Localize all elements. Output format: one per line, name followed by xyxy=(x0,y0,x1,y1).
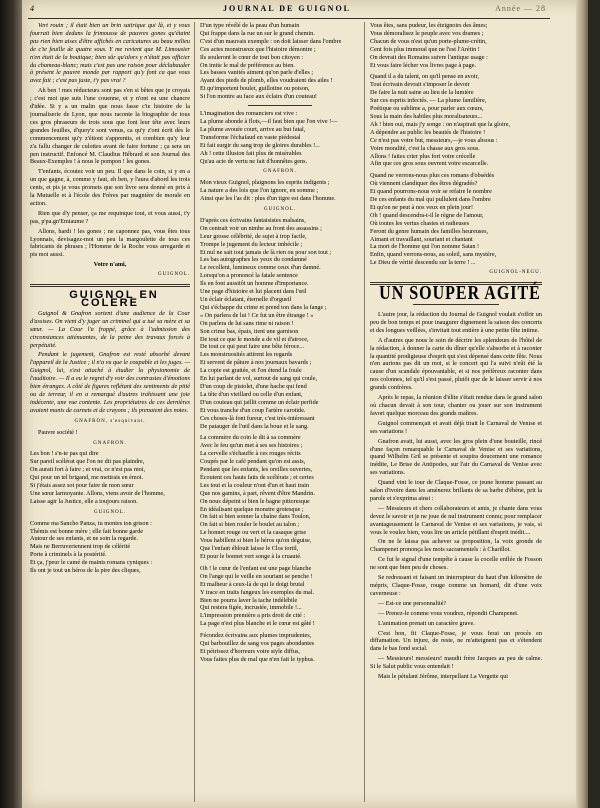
verse-line: Les monstruosités attirent les regards xyxy=(200,351,293,359)
verse-line: Cent fois plus immoral que ne l'est l'Arétin ! xyxy=(370,45,480,53)
verse-line: Ils en font aussitôt un homme d'importance. xyxy=(200,280,309,288)
journal-title: JOURNAL DE GUIGNOL xyxy=(222,4,351,13)
column-separator xyxy=(364,22,365,802)
column-3 xyxy=(370,22,542,802)
verse-line: Ces actes monstrueux que l'histoire démontre ; xyxy=(200,45,316,53)
verse-line: Ils souleront le cœur de tout bon citoyen : xyxy=(200,53,304,61)
verse-line: Vous démoralisez le peuple avec vos drames ; xyxy=(370,29,484,37)
verse-line: Afin que ces gros sous ouvrent votre escarcelle. xyxy=(370,160,489,168)
verse-line: Autour de ses enfants, et ne soin la regarde. xyxy=(30,535,138,543)
paragraph: Allons, hardi ! les gones ; ne caponnez pas, vous êtes tous Lyonnais, devisagez-moi un peu la margoulette de tous ces fabricants de phrases ; l'Homme de la Roche vous arregarde et pis moi aussi. xyxy=(30,227,190,259)
verse-line: Lorsqu'on a prononcé la fatale sentence xyxy=(200,272,298,280)
verse-line: Et vous tranche d'un coup l'artère carotide. xyxy=(200,406,306,414)
verse-line: La cervelle s'échauffe à ces rouges récits xyxy=(200,450,301,458)
verse-line: Où toutes les vertus chastes et radieuses xyxy=(370,219,469,227)
signature: GUIGNOL-NEGU. xyxy=(489,270,542,276)
verse-line: Qui pour un tel brigand, me mettrais en émoi. xyxy=(30,474,144,482)
verse-block xyxy=(200,632,360,664)
verse-line: Le recollent, lumineux comme ceux d'un damné. xyxy=(200,264,321,272)
page-header xyxy=(22,4,552,18)
verse-block xyxy=(200,110,360,165)
verse-line: Feront du genre humain des familles heureuses, xyxy=(370,227,489,235)
speaker-tag: GNAFRON. xyxy=(93,440,127,446)
verse-line: Son crime bas, épais, tient une garnison xyxy=(200,327,299,335)
verse-line: Ah ! cette illusion fait plus de misérables xyxy=(200,149,302,157)
paragraph: — Est-ce une personnalité? xyxy=(378,599,447,607)
verse-line: En idéalisant quelque monstre grotesque ; xyxy=(200,505,304,513)
verse-line: Qu'au acte de vertu ne fait d'honnêtes gens. xyxy=(200,157,308,165)
verse-line: On l'ange qui le veille en souriant se penche ! xyxy=(200,572,313,580)
verse-line: Mais ne Berruveriennent trop de célérité xyxy=(30,543,131,551)
page-edge xyxy=(576,0,588,808)
verse-line: Sur ces esprits infectés. — La plume familière, xyxy=(370,97,487,105)
verse-line: On centrait voir un nimbe au front des assassins ; xyxy=(200,224,322,232)
verse-line: Et pétrissez d'horreurs votre style diffus, xyxy=(200,647,300,655)
verse-line: Quand ne verrons-nous plus ces romans d'obsédés xyxy=(370,172,495,180)
lead-paragraph: Pendant le jugement, Gnafron est resté absorbé devant l'appareil de la Justice ; il n'a vu que le coupable et les juges. — Guignol, lui, s'est attaché à étudier la physionomie de l'auditoire. — Il a eu le regret d'y voir des contrastes d'émotions bien étranges. A côté de figures reflétant des sentiments de pitié ou de terreur, il en a remarqué d'autres trahissant une joie indécente, une vue contente. Les propriétaires de ces dernières avaient munis de carnets et de crayons ; ils prenaient des notes. xyxy=(30,351,190,414)
verse-line: Et vous faire lécher vos livres page à page. xyxy=(370,61,477,69)
verse-line: Ayant des pieds de plomb, elles voudraient des ailes ! xyxy=(200,77,333,85)
verse-line: Que l'enfant éblouit laisse le Clos tortil, xyxy=(200,545,299,553)
verse-line: Mon vieux Guignol, plaignons les esprits indigents ; xyxy=(200,179,330,187)
verse-line: De patauger de l'œil dans la boue et le sang. xyxy=(200,422,309,430)
verse-line: Sous la main des habiles plus moralisateurs... xyxy=(370,112,483,120)
paragraph: — Messieurs! messieurs! maudit frère Jacques au peu de calme. Si le Salut public vous entendait ! xyxy=(370,655,542,671)
verse-line: Et servent de pâture à nos journaux bavards ; xyxy=(200,359,312,367)
verse-line: La commère du coin le dit à sa commère xyxy=(200,434,301,442)
verse-line: De tout ce que le monde a de vil et d'atroce, xyxy=(200,335,309,343)
verse-line: On nous dépeint si bien le bagne pittoresque xyxy=(200,497,310,505)
verse-line: Les basses vanités aiment qu'on parle d'elles ; xyxy=(200,69,314,77)
verse-block xyxy=(200,434,360,561)
verse-line: Votre moralité, c'est la chasse aux gros sous. xyxy=(370,144,480,152)
verse-line: La nature a des lois que l'on ignore, en somme ; xyxy=(200,187,319,195)
header-date: Année — 28 xyxy=(495,4,546,13)
paragraph: T'enfants, écoutez voir un peu. Il que dans le coin, si y en a un que gagne, à, comme y faut, eh ben, y l'aura d'abord les trois cents, et pis je vous promets que son livre sera donné en prix à la Mutuelle et à l'école des Frères par magnière de morale en action. xyxy=(30,168,190,207)
verse-block xyxy=(370,22,542,69)
verse-line: On parlera de lui sans rime ni raison ! xyxy=(200,319,294,327)
verse-block xyxy=(370,172,542,267)
intro-paragraph: Vert rouin ; il était bien un brin satirique qui là, et y vous fourrait bien dedans la frimousse de pauvres gones qu'étaint pas rien bien aises d'être affichés en caricatures au beau milieu de c'te feuille de quatre sous. Y me revient que M. Limousier n'en était de la boutique; bien sûr qu'alors y n'était pas officier du chameau-blanc; mais c'est pas une raison pour déclabauder à présent le pauvre monde par rapport qu'y font ca que vous avez fait ; c'est pas juste, t'y pas vrai ? xyxy=(30,22,190,85)
stanza-rule xyxy=(248,105,312,106)
section-divider xyxy=(30,284,190,287)
verse-line: Ainsi que les l'as dit : plus d'un tigre est dans l'homme. xyxy=(200,195,336,203)
verse-block xyxy=(200,22,360,101)
verse-line: On fait si bien sonner la chaîne dans Toulon, xyxy=(200,513,311,521)
verse-line: D'un couteau qui jaillit comme un éclair perfide xyxy=(200,398,319,406)
verse-line: La page n'est plus blanche et le cœur est gâté ! xyxy=(200,620,315,628)
verse-line: Vous habillent si bien le héros qu'on déguise, xyxy=(200,537,312,545)
verse-line: Ces choses-là font fureur, c'est très-intéressant xyxy=(200,414,315,422)
verse-line: Sur pareil scélérat que l'on ne dit pas plaindre, xyxy=(30,458,145,466)
lead-paragraph: Guignol & Gnafron sortent d'une audience de la Cour d'assises. On vient d'y juger un criminel qui a tué sa mère et sa sœur. — La Cour l'a frappé, grâce à l'admission des circonstances atténuantes, de la peine des travaux forcés à perpétuité. xyxy=(30,309,190,349)
verse-line: Et qu'importent boulet, guillotine ou poison, xyxy=(200,85,310,93)
paragraph: Mais le pétulant Jérôme, interpellant La Vergette qui xyxy=(378,673,509,681)
verse-line: Un éclair éclatant, éternelle d'orgueil xyxy=(200,296,292,303)
verse-line: Tout écrivain devrait s'imposer le devoir xyxy=(370,81,470,89)
verse-line: Vous faites plus de mal que n'en fait le typhus. xyxy=(200,655,315,663)
verse-line: Leur grosse célébrité, de sujet à trop facile, xyxy=(200,232,307,240)
verse-line: Laisse agir la Justice, elle a toujours raison. xyxy=(30,497,138,505)
verse-line: Pendant que les enfants, les oreilles ouvertes, xyxy=(200,466,313,474)
verse-line: L'impression première a pris droit de cité : xyxy=(200,612,306,620)
verse-line: Les bas autographes les yeux du condamné xyxy=(200,256,307,264)
verse-line: Et fait surgir du sang trop de gloires durables !... xyxy=(200,141,320,149)
speaker-tag: GNAFRON. xyxy=(263,169,297,175)
verse-line: La plume avouée court, arrive au but fatal, xyxy=(200,125,306,133)
verse-line: Allons ! faites crier plus fort votre crécelle xyxy=(370,152,476,160)
verse-line: Transforme l'échafaud en vaste piédestal xyxy=(200,133,301,141)
verse-line: En lui parlant de vol, surtout de sang qui coule, xyxy=(200,375,318,383)
paragraph: Guignol commençait et avait déjà tirait le Carnaval de Venise et ses variations ! xyxy=(370,419,542,435)
article-heading: GUIGNOL EN COLERE xyxy=(69,289,159,309)
verse-line: Fécondez écrivains aux plumes imprudentes, xyxy=(200,632,312,640)
speaker-tag: GUIGNOL. xyxy=(263,207,297,213)
paragraph: C'est bon, fit Claque-Fosse, je vous ferai un procès en diffamation. Un injure, de reste, ne m'atteignent pas et s'étendent dans le bas fond social. xyxy=(370,629,542,653)
verse-line: La mort de l'homme qui l'on nomme Satan ! xyxy=(370,243,480,251)
verse-line: Que nos gamins, à part, rêvent d'être Mandrin. xyxy=(200,489,315,497)
verse-line: Ah ! bien oui, mais j'y songe : on n'aspirait que la gloire, xyxy=(370,120,511,128)
paragraph: L'animation prenait un caractère grave. xyxy=(378,619,475,627)
page-number: 4 xyxy=(30,4,35,13)
column-1 xyxy=(30,22,190,802)
verse-line: Qui barbouillez de sang vos pages abondantes xyxy=(200,640,315,648)
signature: GUIGNOL. xyxy=(157,272,190,278)
verse-line: Thémis est bonne mère ; elle fait bonne garde xyxy=(30,527,144,535)
verse-block xyxy=(200,217,360,430)
verse-line: Qui restera figée, incrustée, immobile !... xyxy=(200,604,302,612)
verse-line: De tout ce qui peut faire une bête féroce... xyxy=(200,343,304,351)
verse-line: C'est d'un mauvais exemple : on doit laisser dans l'ombre xyxy=(200,37,342,45)
verse-line: Et ça, j'peur le camé de maints romans cyniques : xyxy=(30,559,153,567)
verse-line: Ils ont je tout un héros de la pire des cliques, xyxy=(30,567,141,575)
verse-line: Et pour le bonnet vert songe à la cruauté. xyxy=(200,553,302,560)
verse-line: L'imagination des romanciers est vive : xyxy=(200,110,298,118)
verse-line: Vous êtes, sans pudeur, les éteignoirs des âmes; xyxy=(370,22,488,29)
verse-line: Les bon ! s'n-te pas qui dire xyxy=(30,450,99,458)
verse-line: La plume abonde à flots,—il faut bien que l'on vive !— xyxy=(200,117,338,125)
paragraph: A d'autres que nous le soin de décrire les splendeurs de l'hôtel de la rédaction, à donner la carte du dîner qu'elle s'absorbe et à raconter la quantité prodigieuse d'esprit qui s'est dépensé dans cette fête. Nous n'en aurions pas dit un mot, si le concert qui l'a suivi n'eût été la cause d'un scandale épouvantable, et si nos préfèreux raconter dans nos colonnes, tel qu'il s'est passé, plutôt que de le laisser servir à nos grands confrères. xyxy=(370,336,542,392)
paragraph: — Messieurs et chers collaborateurs et amis, je chante dans vous devez le savoir et je ne joue de nul instrument connu; pour remplacer avantageusement le Carnaval de Venise et ses variations, je vais, si vous le voulez bien, vous lire un article pétillant d'esprit inédit.... xyxy=(370,504,542,536)
verse-line: Le Dieu de vérité descendu sur la terre ! ... xyxy=(370,259,476,267)
verse-line: Et malheur à ceux-là de qui le doigt brutal xyxy=(200,580,305,588)
verse-line: Qui frappe dans la rue un sur le grand chemin. xyxy=(200,29,315,37)
verse-line: De faire la nuit saine au lieu de la lumière xyxy=(370,89,474,97)
paragraph: Après le repas, la réunion d'élite s'était rendue dans le grand salon où chacun devait à son tour, chanter ou jouer sur son instrument favori quelque morceau des grands maîtres. xyxy=(370,394,542,417)
paragraph: Ce fut le signal d'une tempête à cause la cocelle enflée de Fosson ne sont que bien peu de choses. xyxy=(370,556,542,572)
verse-line: On aurait fort à faire ; et vrai, ce n'est pas moi, xyxy=(30,466,146,474)
book-binding xyxy=(0,0,22,808)
verse-line: Où viennent clandiquer des êtres dégradés? xyxy=(370,180,478,188)
verse-line: Chacun de vous n'est qu'un porte-plume-crétin, xyxy=(370,37,487,45)
verse-line: Poétique ou sublime a, pour parler aux cœurs, xyxy=(370,105,484,113)
paragraph: Rien que d'y penser, ça me requinque tout, et vous aussi, t'y pas, p'pa.gn'Emiaume ? xyxy=(30,209,190,225)
heading-rule xyxy=(413,304,499,305)
verse-line: On imite le mal de préférence au bien. xyxy=(200,61,295,69)
verse-line: D'un coup de pistolet, d'une hache qui fend xyxy=(200,382,307,390)
column-2 xyxy=(200,22,360,802)
column-separator xyxy=(194,22,195,802)
verse-line: Oh ! le cœur de l'enfant est une page blanche xyxy=(200,564,312,572)
verse-line: Et nul ne sait tout jamais de là rien ou pour son tout ; xyxy=(200,248,332,256)
verse-line: Les tout et la couleur n'ont d'un et haut train xyxy=(200,481,309,489)
verse-line: Quand il a du talent, on qu'il pense en avoir, xyxy=(370,73,479,81)
verse-line: A dépendre au public les beautés de l'histoire ! xyxy=(370,128,486,136)
verse-line: « On parlera de lui ! Ce fut un être étrange ! » xyxy=(200,311,314,319)
verse-line: Si l'on montre au face aux éclairs d'un couteau! xyxy=(200,93,317,101)
verse-block xyxy=(30,520,190,575)
verse-line: Qui s'échappe du crime et prend ton dans la fange ; xyxy=(200,303,327,311)
verse-line: D'après ces écrivains fantaisistes malsains, xyxy=(200,216,306,224)
header-rule xyxy=(28,18,550,19)
verse-line: Et qu'on ne peut à nos veux en plein jour! xyxy=(370,203,474,211)
verse-line: D'un type révélé de la peau d'un humain xyxy=(200,22,300,29)
verse-line: Bien ne pourra laver la tache indélébile xyxy=(200,596,298,604)
verse-line: Trompe le jugement du lecteur imbécile ; xyxy=(200,240,303,248)
verse-line: Porte à criminels à la postérité. xyxy=(30,551,107,559)
verse-line: Ce n'est pas votre but, messieurs,—je vous absous : xyxy=(370,136,498,144)
verse-line: Écoutent ces hauts faits de scélérats ; et certes xyxy=(200,473,314,481)
paragraph: L'autre jour, la rédaction du Journal de Guignol voulait s'offrir un peu de bon temps et pour inaugurer dignement la saison des concerts et des longues veillées, s'invitait tout entière à une petite fête intime. xyxy=(370,311,542,334)
verse-line: Coupés par le café pendant qu'on est assis, xyxy=(200,458,306,466)
verse-block xyxy=(200,565,360,628)
verse-line: Si j'étais assez sot pour faire de mon sœur xyxy=(30,482,134,490)
paragraph: On ne le laissa pas achever sa proposition, la voix gronde de Champenet prononça les mots sacramentels : à Charillot. xyxy=(370,538,542,554)
paragraph: — Prenez-le comme vous voudrez, répondit Champenet. xyxy=(378,609,519,617)
verse-line: Oh ! quand descendra-t-il le règne de l'amour, xyxy=(370,211,484,219)
verse-block xyxy=(200,179,360,203)
verse-line: Une page d'histoire et lui placent dans l'œil xyxy=(200,288,307,296)
paragraph: Se redressant et faisant un interrupteur du haut d'un kilomètre de mépris, Claque-Fosse, rouge comme un homard, dit d'une voix caverneuse : xyxy=(370,574,542,597)
verse-line: Comme ma Sancho Panza, tu montes ton grison : xyxy=(30,519,152,527)
verse-line: Le bonnet rouge ou vert et la casaque grise xyxy=(200,529,307,537)
paragraph: Gnafron avait, lui aussi, avec les gros plein d'une bouteille, rincé d'une façon remarquable le Carnaval de Venise et ses variations, quand Wilhelm Gril se présente et soupira doucement une romance inédite, Le Brise de Antipodes, sur l'air du Carnaval de Venise avec ses variations. xyxy=(370,437,542,477)
verse-line: La tête d'un vieillard ou celle d'un enfant, xyxy=(200,390,303,398)
paragraph: Quand vint le tour de Claque-Fosse, ce jeune homme passant au salon d'ivoire dans les amènerez brillants de sa barbe d'ébène, prit la parole et s'exprima ainsi : xyxy=(370,479,542,502)
closing-line: Votre n'ami, xyxy=(93,261,127,269)
verse-line: Une sœur larmoyante. Allons, viens avoir de l'homme, xyxy=(30,489,165,497)
speaker-tag: GUIGNOL. xyxy=(93,509,127,515)
verse-line: On devrait des Romains suivre l'antique usage : xyxy=(370,53,488,61)
verse-line: Enfin, quand verrons-nous, au soleil, sans mystère, xyxy=(370,251,497,259)
verse-block xyxy=(370,73,542,168)
article-heading: UN SOUPER AGITÉ xyxy=(379,282,541,305)
verse-line: On fait si bien rouler le boulet au talon ; xyxy=(200,521,300,529)
verse-line: De ces enfants du mal qui pullulent dans l'ombre xyxy=(370,196,491,204)
dialogue-line: Pauvre société ! xyxy=(38,428,78,436)
paragraph: Ah ben ! mes réducteurs sont pas s'en si bêtes que je croyais ; c'est moi que suis l'une couenne, et y n'ont eu une chancre d'idée. Si y a un malin que nous fasse c'te histoire de la journaliserie de Lyon, que nous raconte la biographie de tous ces gros phraseurs de trois sous que font leur tête avec leurs grandes feuilles, d'quoy'z sont venus, ca qu'y z'ont écrit dès le commencement qu'y z'étiont s'apprentis, et combien qu'y leur z'a fallu changer de culottes avant de faire fortune ; ça sera un pen instructif. Enfoncé M. Claudius Hébrard et son Journal des Beaux-Exemples ! à nous le pompon ! les gones. xyxy=(30,87,190,166)
verse-line: Y trace en traits fangeux les exemples du mal. xyxy=(200,588,315,596)
verse-block xyxy=(30,450,190,505)
verse-line: Aimant et travaillant, souriant et chantant xyxy=(370,235,473,243)
verse-line: Avec le feu qu'un met à ses ses histoires ; xyxy=(200,442,303,450)
verse-line: Et quand pourrons-nous voir se refaire le nombre xyxy=(370,188,492,196)
speaker-tag: GNAFRON, s'esquivant. xyxy=(74,418,146,424)
verse-line: La copie est grattée, et l'on étend la foule xyxy=(200,367,302,375)
